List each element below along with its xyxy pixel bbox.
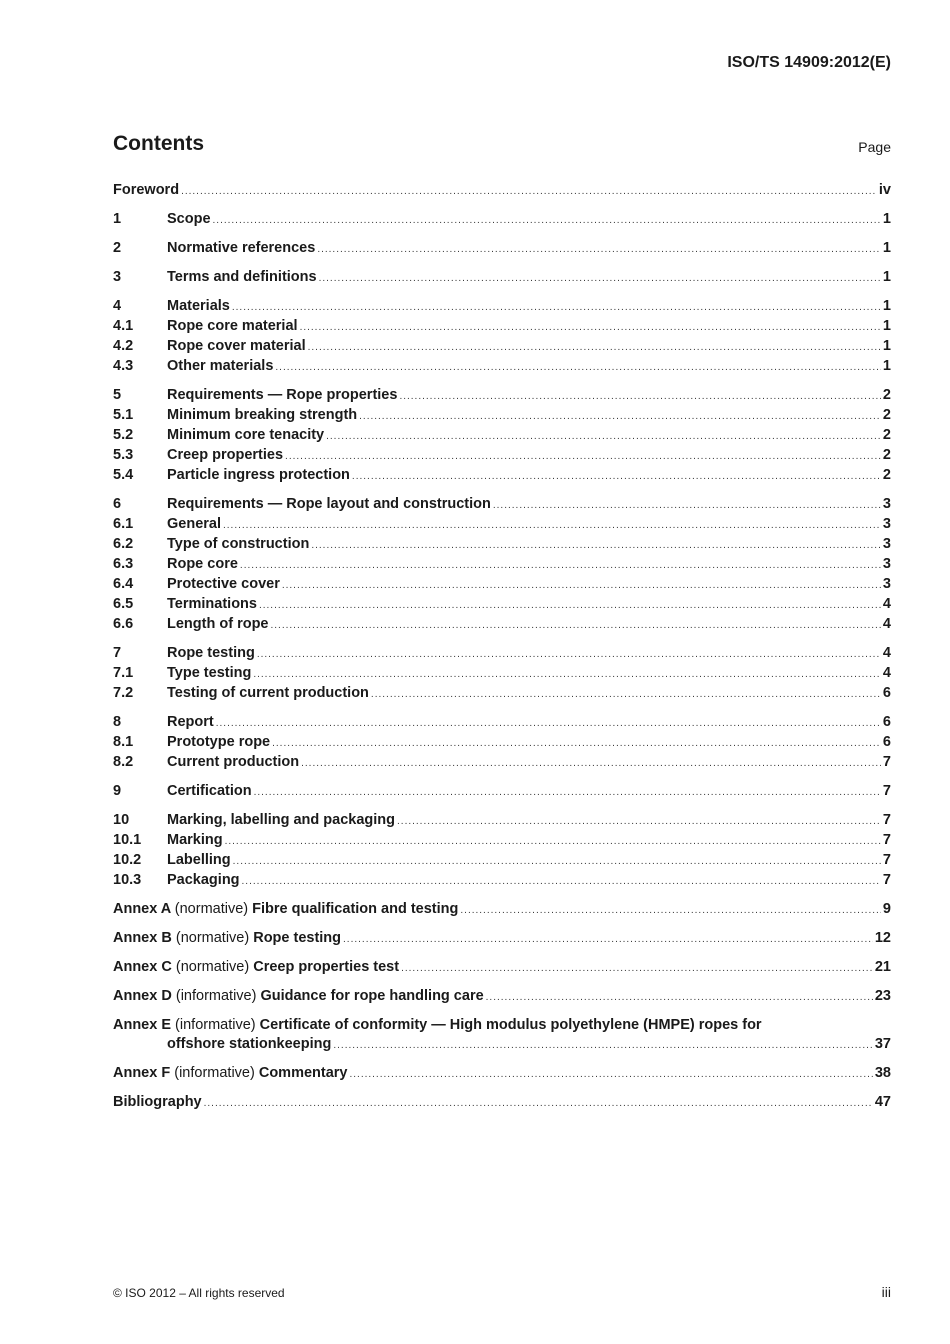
section-number: 6.5 (113, 596, 134, 612)
section-page: 4 (882, 665, 891, 681)
section-number: 5 (113, 387, 122, 403)
section-number: 4 (113, 298, 122, 314)
toc-group (113, 811, 891, 891)
dot-leader (399, 386, 880, 406)
section-title: Minimum breaking strength (167, 407, 358, 423)
section-title: Rope cover material (167, 338, 306, 354)
section-page: 7 (882, 852, 891, 868)
section-number: 4.3 (113, 358, 134, 374)
section-title: Minimum core tenacity (167, 427, 325, 443)
annex-entry-line1[interactable] (113, 1016, 891, 1035)
dot-leader (257, 644, 881, 664)
annex-group (113, 900, 891, 920)
toc-entry[interactable] (113, 357, 891, 377)
dot-leader (397, 811, 881, 831)
annex-kind: (informative) (175, 1017, 256, 1033)
toc-entry[interactable] (113, 831, 891, 851)
section-number: 7 (113, 645, 122, 661)
toc-entry[interactable] (113, 495, 891, 515)
dot-leader (233, 851, 881, 871)
section-title: Marking (167, 832, 223, 848)
section-title: Terminations (167, 596, 257, 612)
dot-leader (301, 753, 881, 773)
toc-entry[interactable] (113, 575, 891, 595)
annex-heading (113, 987, 484, 1006)
annex-title: Guidance for rope handling care (260, 988, 484, 1004)
dot-leader (352, 466, 881, 486)
toc-entry[interactable] (113, 297, 891, 317)
toc-entry[interactable] (113, 466, 891, 486)
dot-leader (371, 684, 881, 704)
toc-entry[interactable] (113, 406, 891, 426)
dot-leader (275, 357, 881, 377)
section-number: 4.2 (113, 338, 134, 354)
section-title: Materials (167, 298, 230, 314)
annex-label: Annex C (113, 959, 172, 975)
toc-entry[interactable] (113, 426, 891, 446)
section-title: Type of construction (167, 536, 310, 552)
toc-entry[interactable] (113, 811, 891, 831)
toc-group (113, 181, 891, 201)
toc-entry[interactable] (113, 446, 891, 466)
toc-entry[interactable] (113, 713, 891, 733)
document-code: ISO/TS 14909:2012(E) (727, 54, 891, 71)
dot-leader (259, 595, 881, 615)
dot-leader (225, 831, 881, 851)
annex-page: 37 (874, 1036, 891, 1052)
dot-leader (333, 1035, 873, 1055)
annex-entry[interactable] (113, 987, 891, 1007)
dot-leader (254, 782, 881, 802)
toc-entry[interactable] (113, 515, 891, 535)
section-page: 3 (882, 556, 891, 572)
dot-leader (181, 181, 877, 201)
section-number: 8.2 (113, 754, 134, 770)
section-page: 7 (882, 783, 891, 799)
toc-entry[interactable] (113, 210, 891, 230)
section-title: Foreword (113, 182, 180, 198)
section-number: 8.1 (113, 734, 134, 750)
section-page: 6 (882, 714, 891, 730)
page-number: iii (881, 1284, 891, 1300)
section-title: Scope (167, 211, 211, 227)
annex-group (113, 1016, 891, 1055)
toc-entry[interactable] (113, 595, 891, 615)
toc-group (113, 210, 891, 230)
table-of-contents (113, 181, 891, 1122)
section-title: Normative references (167, 240, 316, 256)
section-number: 6.2 (113, 536, 134, 552)
section-number: 6.6 (113, 616, 134, 632)
annex-label: Annex A (113, 901, 171, 917)
section-number: 10.1 (113, 832, 142, 848)
section-page: 2 (882, 427, 891, 443)
dot-leader (204, 1093, 873, 1113)
annex-page: 9 (882, 901, 891, 917)
section-page: 3 (882, 536, 891, 552)
section-title: Terms and definitions (167, 269, 317, 285)
section-number: 5.1 (113, 407, 134, 423)
section-page: 7 (882, 832, 891, 848)
toc-entry[interactable] (113, 644, 891, 664)
toc-entry[interactable] (113, 753, 891, 773)
section-number: 7.1 (113, 665, 134, 681)
annex-title: Rope testing (253, 930, 342, 946)
dot-leader (300, 317, 881, 337)
toc-entry[interactable] (113, 386, 891, 406)
section-page: 3 (882, 496, 891, 512)
bibliography-page: 47 (874, 1094, 891, 1110)
annex-entry[interactable] (113, 1064, 891, 1084)
section-title: Certification (167, 783, 252, 799)
dot-leader (401, 958, 873, 978)
annex-title: Creep properties test (253, 959, 400, 975)
section-number: 8 (113, 714, 122, 730)
section-page: 3 (882, 576, 891, 592)
toc-group (113, 268, 891, 288)
toc-entry[interactable] (113, 337, 891, 357)
annex-group (113, 958, 891, 978)
toc-entry[interactable] (113, 268, 891, 288)
annex-group (113, 929, 891, 949)
annex-title: Commentary (258, 1065, 348, 1081)
toc-group (113, 297, 891, 377)
section-title: Other materials (167, 358, 274, 374)
section-number: 6.4 (113, 576, 134, 592)
annex-group (113, 1064, 891, 1084)
dot-leader (493, 495, 881, 515)
section-number: 10.3 (113, 872, 142, 888)
page-column-label: Page (858, 139, 891, 155)
section-title: Rope testing (167, 645, 255, 661)
dot-leader (460, 900, 881, 920)
toc-group (113, 239, 891, 259)
toc-entry[interactable] (113, 664, 891, 684)
annex-title: Fibre qualification and testing (252, 901, 459, 917)
section-title: General (167, 516, 221, 532)
annex-label: Annex F (113, 1065, 171, 1081)
section-title: Rope core material (167, 318, 298, 334)
section-page: 4 (882, 616, 891, 632)
toc-entry[interactable] (113, 181, 891, 201)
section-number: 9 (113, 783, 122, 799)
annex-title: Certificate of conformity — High modulus polyethylene (HMPE) ropes for (259, 1017, 762, 1033)
toc-entry[interactable] (113, 239, 891, 259)
toc-group (113, 713, 891, 773)
toc-entry[interactable] (113, 615, 891, 635)
section-page: 2 (882, 447, 891, 463)
annex-heading (113, 958, 399, 977)
section-number: 6.1 (113, 516, 134, 532)
annex-kind: (informative) (175, 988, 257, 1004)
annex-title-continued: offshore stationkeeping (167, 1036, 332, 1052)
section-page: 1 (882, 358, 891, 374)
section-title: Requirements — Rope properties (167, 387, 398, 403)
annex-page: 38 (874, 1065, 891, 1081)
section-page: iv (878, 182, 891, 198)
section-title: Current production (167, 754, 300, 770)
section-title: Packaging (167, 872, 240, 888)
section-page: 2 (882, 407, 891, 423)
section-number: 5.2 (113, 427, 134, 443)
section-title: Requirements — Rope layout and construction (167, 496, 491, 512)
section-number: 10 (113, 812, 130, 828)
section-page: 2 (882, 387, 891, 403)
dot-leader (240, 555, 881, 575)
section-number: 5.4 (113, 467, 134, 483)
annex-page: 23 (874, 988, 891, 1004)
section-page: 4 (882, 645, 891, 661)
dot-leader (216, 713, 881, 733)
toc-entry[interactable] (113, 733, 891, 753)
section-title: Prototype rope (167, 734, 271, 750)
section-number: 6 (113, 496, 122, 512)
section-number: 7.2 (113, 685, 134, 701)
annex-label: Annex E (113, 1017, 172, 1033)
dot-leader (253, 664, 881, 684)
section-number: 6.3 (113, 556, 134, 572)
toc-entry[interactable] (113, 684, 891, 704)
dot-leader (213, 210, 881, 230)
toc-entry[interactable] (113, 555, 891, 575)
dot-leader (319, 268, 881, 288)
section-number: 4.1 (113, 318, 134, 334)
section-page: 1 (882, 298, 891, 314)
section-number: 1 (113, 211, 122, 227)
bibliography-group (113, 1093, 891, 1113)
annex-kind: (informative) (174, 1065, 255, 1081)
dot-leader (317, 239, 881, 259)
section-title: Particle ingress protection (167, 467, 350, 483)
contents-heading: Contents (113, 132, 204, 155)
dot-leader (326, 426, 881, 446)
annex-heading (113, 1064, 347, 1083)
section-page: 1 (882, 338, 891, 354)
section-page: 1 (882, 240, 891, 256)
section-title: Creep properties (167, 447, 284, 463)
annex-kind: (normative) (174, 901, 249, 917)
dot-leader (242, 871, 881, 891)
section-page: 4 (882, 596, 891, 612)
toc-group (113, 782, 891, 802)
section-title: Labelling (167, 852, 231, 868)
section-number: 10.2 (113, 852, 142, 868)
dot-leader (282, 575, 881, 595)
annex-page: 12 (874, 930, 891, 946)
annex-kind: (normative) (175, 959, 250, 975)
section-title: Type testing (167, 665, 252, 681)
dot-leader (311, 535, 881, 555)
section-page: 7 (882, 812, 891, 828)
annex-entry-line2[interactable] (113, 1035, 891, 1055)
annex-label: Annex D (113, 988, 172, 1004)
annex-label: Annex B (113, 930, 172, 946)
annex-entry[interactable] (113, 929, 891, 949)
section-number: 5.3 (113, 447, 134, 463)
dot-leader (271, 615, 881, 635)
dot-leader (232, 297, 881, 317)
dot-leader (223, 515, 881, 535)
annex-entry[interactable] (113, 900, 891, 920)
dot-leader (349, 1064, 872, 1084)
section-page: 7 (882, 872, 891, 888)
section-page: 1 (882, 318, 891, 334)
section-page: 6 (882, 734, 891, 750)
section-page: 1 (882, 211, 891, 227)
annex-group (113, 987, 891, 1007)
toc-entry[interactable] (113, 851, 891, 871)
dot-leader (272, 733, 881, 753)
section-number: 2 (113, 240, 122, 256)
section-title: Rope core (167, 556, 238, 572)
toc-group (113, 644, 891, 704)
annex-entry[interactable] (113, 958, 891, 978)
toc-group (113, 495, 891, 635)
section-page: 3 (882, 516, 891, 532)
dot-leader (486, 987, 873, 1007)
toc-entry[interactable] (113, 782, 891, 802)
annex-heading (113, 929, 341, 948)
section-page: 6 (882, 685, 891, 701)
section-title: Marking, labelling and packaging (167, 812, 396, 828)
section-title: Protective cover (167, 576, 280, 592)
annex-heading (113, 900, 458, 919)
dot-leader (359, 406, 881, 426)
section-page: 1 (882, 269, 891, 285)
annex-kind: (normative) (175, 930, 250, 946)
section-page: 7 (882, 754, 891, 770)
bibliography-title: Bibliography (113, 1094, 202, 1110)
copyright-notice: © ISO 2012 – All rights reserved (113, 1286, 285, 1300)
bibliography-entry[interactable] (113, 1093, 891, 1113)
section-title: Report (167, 714, 214, 730)
toc-entry[interactable] (113, 317, 891, 337)
toc-entry[interactable] (113, 871, 891, 891)
toc-group (113, 386, 891, 486)
dot-leader (343, 929, 873, 949)
section-number: 3 (113, 269, 122, 285)
annex-page: 21 (874, 959, 891, 975)
section-page: 2 (882, 467, 891, 483)
toc-entry[interactable] (113, 535, 891, 555)
section-title: Length of rope (167, 616, 269, 632)
dot-leader (308, 337, 881, 357)
section-title: Testing of current production (167, 685, 369, 701)
dot-leader (285, 446, 881, 466)
